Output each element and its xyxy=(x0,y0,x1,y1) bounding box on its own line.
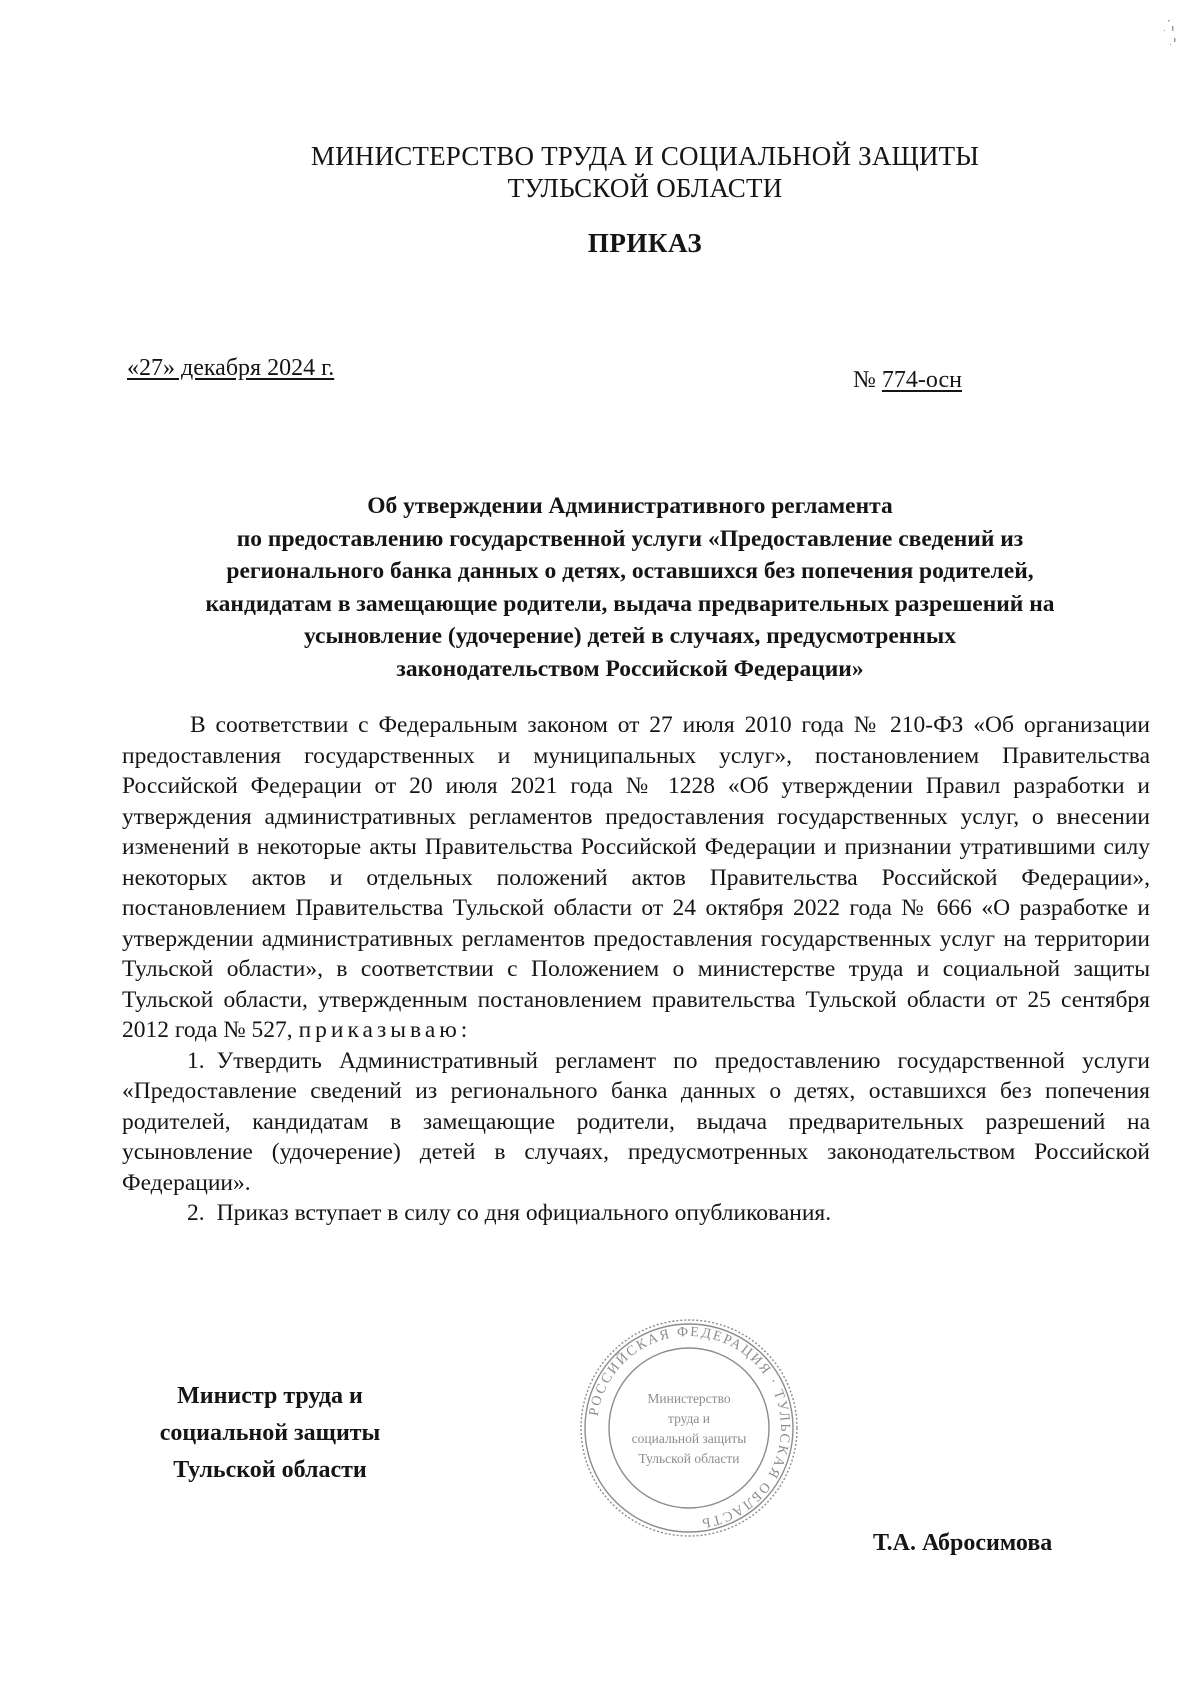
seal-inner-line: социальной защиты xyxy=(631,1431,747,1446)
item-text: Приказ вступает в силу со дня официального опубликования. xyxy=(216,1200,832,1226)
seal-inner-line: труда и xyxy=(668,1411,710,1426)
ministry-name-line2: ТУЛЬСКОЙ ОБЛАСТИ xyxy=(507,173,783,203)
document-number xyxy=(853,367,962,394)
seal-graphic xyxy=(581,1320,797,1536)
order-word: приказываю: xyxy=(298,1017,472,1043)
item-text: Утвердить Административный регламент по предоставлению государственной услуги «Предоставление сведений из регионального банка данных о детях, оставшихся без попечения родителей, кандидатам в замещающие родители, выдача предварительных разрешений на усыновление (удочерение) детей в случаях, предусмотренных законодательством Российской Федерации». xyxy=(122,1047,1150,1196)
number-prefix: № xyxy=(853,367,876,393)
subject-line: регионального банка данных о детях, оставшихся без попечения родителей, xyxy=(226,558,1034,584)
scan-artifact xyxy=(1160,18,1180,48)
signer-position-line: Тульской области xyxy=(173,1457,367,1483)
preamble-paragraph xyxy=(122,710,1150,1046)
item-number: 1. xyxy=(187,1047,205,1074)
subject-line: законодательством Российской Федерации» xyxy=(396,655,864,682)
seal-inner-text xyxy=(632,1391,747,1466)
subject-line: кандидатам в замещающие родители, выдача предварительных разрешений на xyxy=(205,590,1055,617)
seal-inner-line: Министерство xyxy=(647,1391,731,1406)
seal-inner-line: Тульской области xyxy=(638,1451,740,1466)
document-date: «27» декабря 2024 г. xyxy=(127,355,335,381)
subject-line: по предоставлению государственной услуги «Предоставление сведений из xyxy=(236,525,1024,552)
seal-inner-ring xyxy=(609,1348,769,1508)
document-body xyxy=(122,710,1150,1229)
subject-line: Об утверждении Административного регламента xyxy=(367,493,893,519)
official-seal xyxy=(578,1317,800,1539)
signer-name: Т.А. Абросимова xyxy=(873,1530,1053,1556)
item-number: 2. xyxy=(187,1200,205,1226)
document-type: ПРИКАЗ xyxy=(587,228,703,258)
order-item-1 xyxy=(122,1046,1150,1199)
signer-position xyxy=(120,1378,420,1489)
preamble-text: В соответствии с Федеральным законом от 27 июля 2010 года № 210-ФЗ «Об организации предоставления государственных и муниципальных услуг», постановлением Правительства Российской Федерации от 20 июля 2021 года № 1228 «Об утверждении Правил разработки и утверждения административных регламентов предоставления государственных услуг, о внесении изменений в некоторые акты Правительства Российской Федерации и признании утратившими силу некоторых актов и отдельных положений актов Правительства Российской Федерации», постановлением Правительства Тульской области от 24 октября 2022 года № 666 «О разработке и утверждении административных регламентов предоставления государственных услуг на территории Тульской области», в соответствии с Положением о министерстве труда и социальной защиты Тульской области, утвержденным постановлением правительства Тульской области от 25 сентября 2012 года № 527, xyxy=(122,712,1150,1043)
signer-position-line: Министр труда и xyxy=(177,1383,363,1409)
number-value: 774-осн xyxy=(881,367,962,393)
seal-outer-text-path: РОССИЙСКАЯ ФЕДЕРАЦИЯ · ТУЛЬСКАЯ ОБЛАСТЬ xyxy=(586,1324,793,1531)
ministry-name-line1: МИНИСТЕРСТВО ТРУДА И СОЦИАЛЬНОЙ ЗАЩИТЫ xyxy=(310,141,980,171)
document-subject xyxy=(110,490,1150,685)
seal-outer-ring xyxy=(581,1320,797,1536)
order-item-2 xyxy=(122,1198,1150,1229)
seal-outer-text xyxy=(587,1325,792,1531)
subject-line: усыновление (удочерение) детей в случаях, предусмотренных xyxy=(304,623,956,649)
signer-position-line: социальной защиты xyxy=(159,1420,381,1446)
